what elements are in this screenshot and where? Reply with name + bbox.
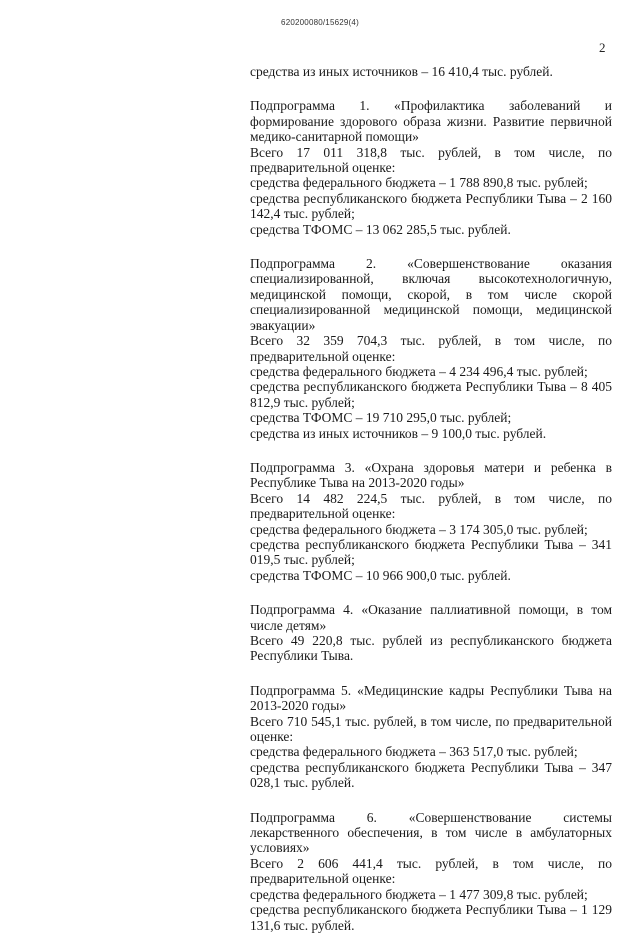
document-id: 620200080/15629(4) [281,18,359,27]
funding-item: средства республиканского бюджета Республики Тыва – 2 160 142,4 тыс. рублей; [250,190,612,222]
subprogram-total: Всего 2 606 441,4 тыс. рублей, в том числе, по предварительной оценке: [250,855,612,887]
subprogram-total: Всего 32 359 704,3 тыс. рублей, в том числе, по предварительной оценке: [250,333,612,364]
funding-item: средства республиканского бюджета Республики Тыва – 8 405 812,9 тыс. рублей; [250,379,612,410]
intro-section [250,64,612,79]
funding-item: средства федерального бюджета – 3 174 305,0 тыс. рублей; [250,521,588,537]
funding-item: средства из иных источников – 9 100,0 тыс. рублей. [250,425,547,441]
subprogram-title: Подпрограмма 3. «Охрана здоровья матери и ребенка в Республике Тыва на 2013-2020 годы» [250,459,612,491]
subprogram-title: Подпрограмма 2. «Совершенствование оказания специализированной, включая высокотехнологичную, медицинской помощи, скорой, в том числе скорой специализированной медицинской помощи, медицинской эвакуации» [250,256,612,333]
funding-item: средства федерального бюджета – 363 517,0 тыс. рублей; [250,744,578,760]
subprogram-6 [250,810,612,933]
subprogram-title: Подпрограмма 1. «Профилактика заболеваний и формирование здорового образа жизни. Развитие первичной медико-санитарной помощи» [250,98,612,145]
funding-item: средства республиканского бюджета Республики Тыва – 347 028,1 тыс. рублей. [250,759,612,791]
subprogram-total: Всего 49 220,8 тыс. рублей из республиканского бюджета Республики Тыва. [250,633,612,664]
subprogram-total: Всего 17 011 318,8 тыс. рублей, в том числе, по предварительной оценке: [250,144,612,176]
intro-line: средства из иных источников – 16 410,4 тыс. рублей. [250,64,553,79]
subprogram-5 [250,683,612,791]
subprogram-title: Подпрограмма 5. «Медицинские кадры Республики Тыва на 2013-2020 годы» [250,682,612,714]
subprogram-2 [250,256,612,441]
funding-item: средства ТФОМС – 19 710 295,0 тыс. рублей; [250,410,512,426]
document-body [250,64,612,933]
funding-item: средства ТФОМС – 13 062 285,5 тыс. рублей. [250,221,511,237]
subprogram-1 [250,98,612,237]
funding-item: средства федерального бюджета – 4 234 496,4 тыс. рублей; [250,363,588,379]
subprogram-4 [250,602,612,664]
subprogram-3 [250,460,612,583]
funding-item: средства федерального бюджета – 1 788 890,8 тыс. рублей; [250,175,588,191]
funding-item: средства республиканского бюджета Республики Тыва – 1 129 131,6 тыс. рублей. [250,902,612,933]
subprogram-total: Всего 710 545,1 тыс. рублей, в том числе, по предварительной оценке: [250,713,612,745]
funding-item: средства республиканского бюджета Республики Тыва – 341 019,5 тыс. рублей; [250,536,612,568]
subprogram-total: Всего 14 482 224,5 тыс. рублей, в том числе, по предварительной оценке: [250,490,612,522]
funding-item: средства федерального бюджета – 1 477 309,8 тыс. рублей; [250,886,588,902]
subprogram-title: Подпрограмма 6. «Совершенствование системы лекарственного обеспечения, в том числе в амбулаторных условиях» [250,809,612,856]
page-number: 2 [599,40,606,55]
subprogram-title: Подпрограмма 4. «Оказание паллиативной помощи, в том числе детям» [250,602,612,633]
funding-item: средства ТФОМС – 10 966 900,0 тыс. рублей. [250,567,511,583]
